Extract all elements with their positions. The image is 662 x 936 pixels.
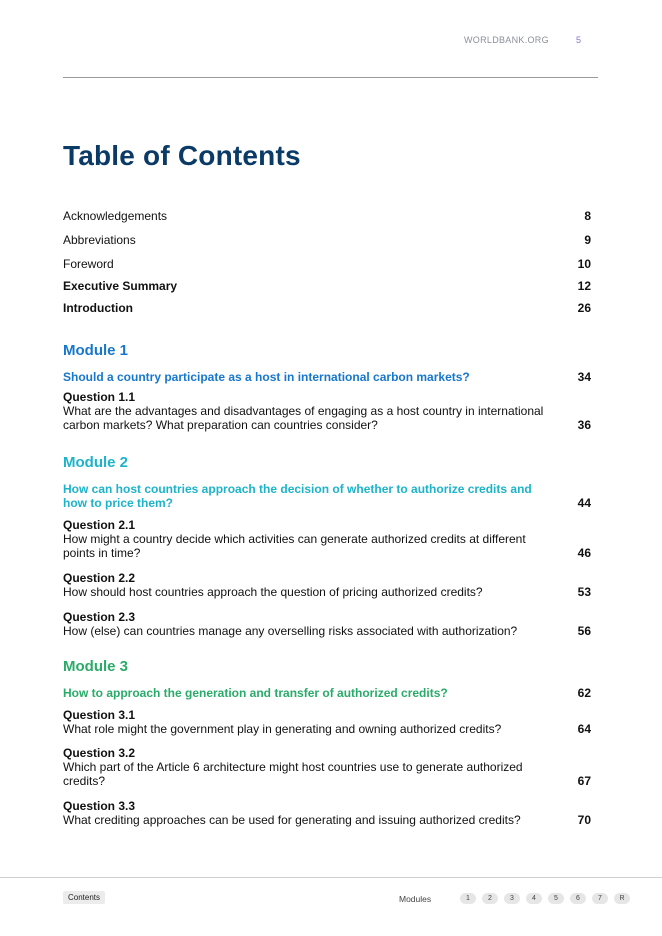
question-label: Question 3.2 [63,746,136,760]
toc-entry-label: Introduction [63,301,133,315]
module-nav-6[interactable]: 6 [570,893,586,904]
question-label: Question 3.1 [63,708,136,722]
toc-entry-page: 36 [577,418,591,432]
toc-entry-page: 67 [577,774,591,788]
toc-entry-executive-summary[interactable] [63,279,591,293]
toc-entry-label: Foreword [63,257,114,271]
toc-entry-page: 53 [577,585,591,599]
question-text: What role might the government play in generating and owning authorized credits? [63,722,502,736]
question-text: How should host countries approach the question of pricing authorized credits? [63,585,483,599]
question-text: How (else) can countries manage any overselling risks associated with authorization? [63,624,518,638]
question-label: Question 3.3 [63,799,136,813]
module-2-title[interactable]: Module 2 [63,454,129,471]
module-nav-5[interactable]: 5 [548,893,564,904]
toc-entry-label: Executive Summary [63,279,178,293]
module-nav-7[interactable]: 7 [592,893,608,904]
module-3-lead[interactable] [63,686,591,700]
toc-entry-page: 56 [577,624,591,638]
module-lead-text: How can host countries approach the decision of whether to authorize credits and how to price them? [63,482,532,510]
toc-entry-page: 64 [577,722,591,736]
header-page-number: 5 [576,35,582,45]
question-text: Which part of the Article 6 architecture might host countries use to generate authorized credits? [63,760,523,788]
question-3-2[interactable] [63,746,591,788]
question-text: What are the advantages and disadvantages of engaging as a host country in international carbon markets? What preparation can countries consider? [63,404,544,432]
toc-entry-label: Abbreviations [63,233,136,247]
question-text: What crediting approaches can be used for generating and issuing authorized credits? [63,813,521,827]
module-1-lead[interactable] [63,370,591,384]
toc-entry-page: 8 [584,209,591,223]
question-1-1[interactable] [63,390,591,432]
toc-entry-foreword[interactable] [63,257,591,271]
toc-entry-page: 12 [577,279,591,293]
page-title: Table of Contents [63,140,301,171]
module-3-title[interactable]: Module 3 [63,658,129,675]
module-lead-text: How to approach the generation and transfer of authorized credits? [63,686,448,700]
toc-entry-page: 34 [577,370,591,384]
question-2-1[interactable] [63,518,591,560]
toc-entry-page: 62 [577,686,591,700]
module-nav-1[interactable]: 1 [460,893,476,904]
module-lead-text: Should a country participate as a host in international carbon markets? [63,370,470,384]
toc-entry-label: Acknowledgements [63,209,168,223]
header-divider [63,77,598,78]
question-2-2[interactable] [63,571,591,599]
module-1-title[interactable]: Module 1 [63,342,129,359]
modules-label: Modules [399,894,432,904]
toc-entry-page: 44 [577,496,591,510]
question-label: Question 2.3 [63,610,136,624]
header-site-label[interactable]: WORLDBANK.ORG [464,35,549,45]
question-label: Question 2.1 [63,518,136,532]
toc-entry-acknowledgements[interactable] [63,209,591,223]
module-nav-3[interactable]: 3 [504,893,520,904]
toc-entry-page: 9 [584,233,591,247]
toc-entry-introduction[interactable] [63,301,591,315]
module-nav-2[interactable]: 2 [482,893,498,904]
module-nav-references[interactable]: R [614,893,630,904]
question-label: Question 2.2 [63,571,136,585]
module-2-lead[interactable] [63,482,591,510]
footer-divider [0,877,662,878]
question-3-1[interactable] [63,708,591,736]
toc-entry-page: 10 [577,257,591,271]
question-label: Question 1.1 [63,390,136,404]
question-2-3[interactable] [63,610,591,638]
toc-entry-page: 70 [577,813,591,827]
toc-entry-abbreviations[interactable] [63,233,591,247]
question-3-3[interactable] [63,799,591,827]
toc-entry-page: 46 [577,546,591,560]
contents-button[interactable]: Contents [63,891,105,904]
question-text: How might a country decide which activities can generate authorized credits at different points in time? [63,532,526,560]
toc-entry-page: 26 [577,301,591,315]
module-nav [460,893,630,904]
module-nav-4[interactable]: 4 [526,893,542,904]
